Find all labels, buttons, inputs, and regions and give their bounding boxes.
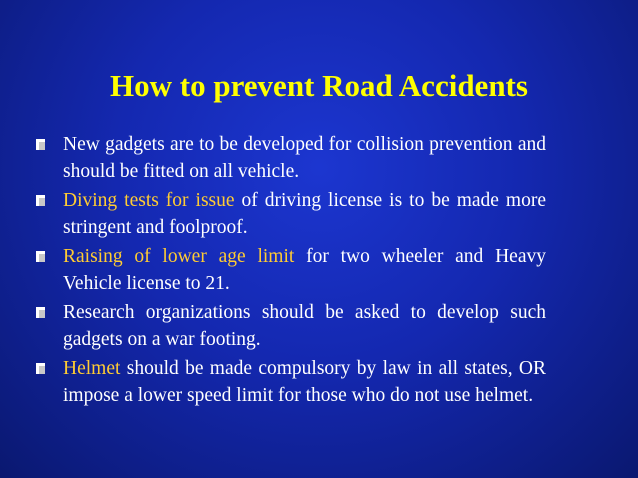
bullet-highlight: Helmet (63, 358, 121, 379)
square-bullet-icon (36, 195, 45, 206)
bullet-highlight: Raising of lower age limit (63, 246, 295, 267)
bullet-item (36, 131, 546, 185)
square-bullet-icon (36, 307, 45, 318)
bullet-text: of driving license is to be made more stringent and foolproof. (63, 190, 546, 238)
square-bullet-icon (36, 139, 45, 150)
bullet-item (36, 243, 546, 297)
bullet-highlight: Diving tests for issue (63, 190, 235, 211)
bullet-item (36, 355, 546, 409)
square-bullet-icon (36, 363, 45, 374)
bullet-item (36, 187, 546, 241)
bullet-item (36, 299, 546, 353)
slide-title: How to prevent Road Accidents (110, 68, 528, 103)
bullet-text: Research organizations should be asked to develop such gadgets on a war footing. (63, 302, 546, 350)
bullet-list (36, 131, 546, 411)
square-bullet-icon (36, 251, 45, 262)
bullet-text: New gadgets are to be developed for collision prevention and should be fitted on all vehicle. (63, 134, 546, 182)
bullet-text: for two wheeler and Heavy Vehicle license to 21. (63, 246, 546, 294)
bullet-text: should be made compulsory by law in all states, OR impose a lower speed limit for those who do not use helmet. (63, 358, 546, 406)
